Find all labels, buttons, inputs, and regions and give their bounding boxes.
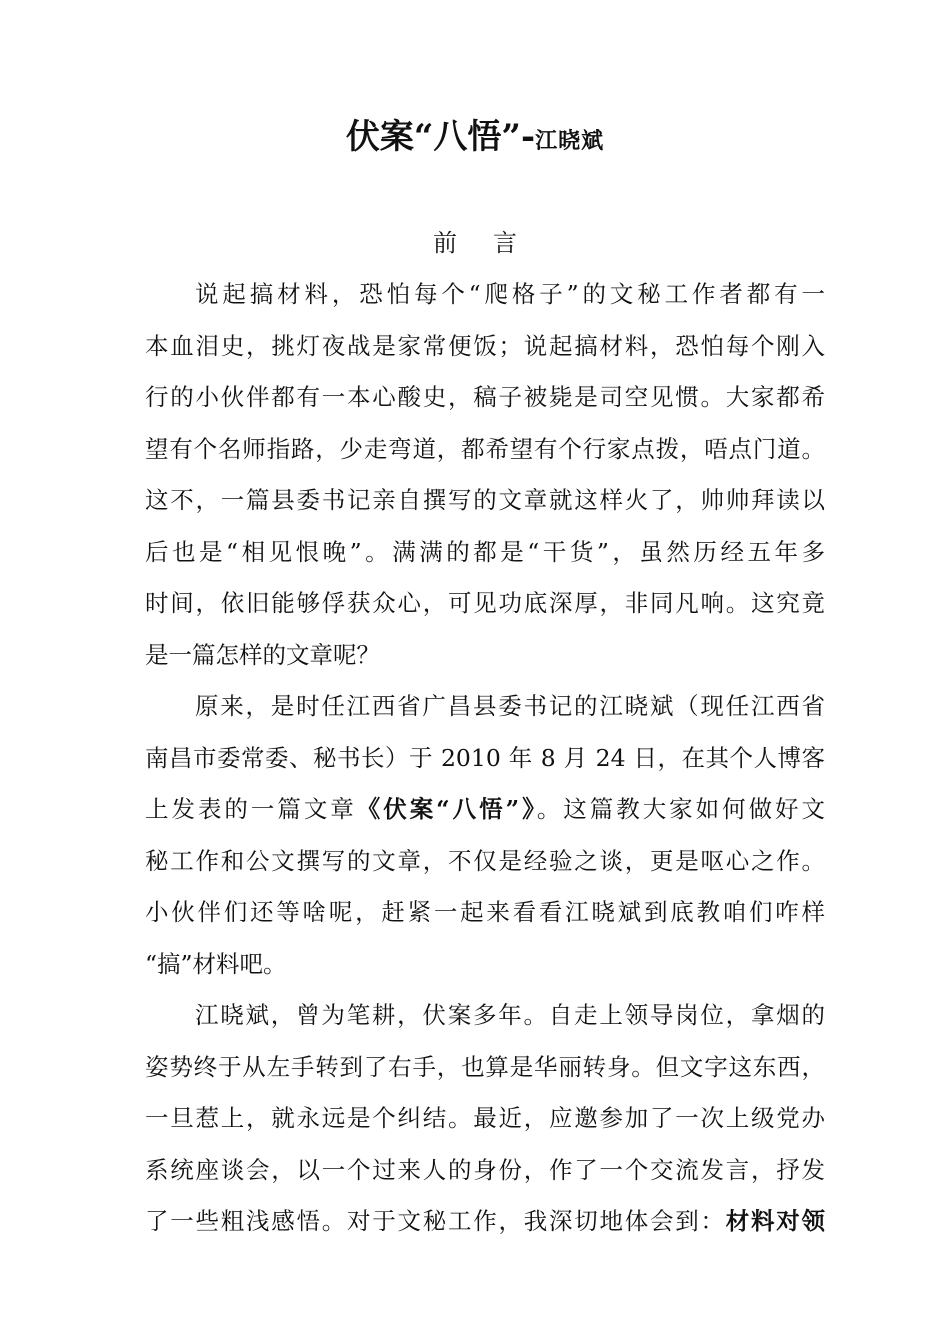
paragraph-line: 时间，依旧能够俘获众心，可见功底深厚，非同凡响。这究竟 — [145, 589, 825, 617]
paragraph-line: 江晓斌，曾为笔耕，伏案多年。自走上领导岗位，拿烟的 — [195, 1001, 825, 1029]
heading-char-2: 言 — [493, 229, 517, 257]
line-text: 上发表的一篇文章 — [145, 795, 357, 823]
paragraph-line: 一旦惹上，就永远是个纠结。最近，应邀参加了一次上级党办 — [145, 1104, 825, 1132]
paragraph-line: 系统座谈会，以一个过来人的身份，作了一个交流发言，抒发 — [145, 1155, 825, 1184]
title-main: 伏案“八悟” — [345, 117, 521, 157]
paragraph-line: 望有个名师指路，少走弯道，都希望有个行家点拨，唔点门道。 — [145, 434, 825, 463]
title-dash: - — [520, 117, 536, 157]
paragraph-line: 行的小伙伴都有一本心酸史，稿子被毙是司空见惯。大家都希 — [145, 383, 825, 411]
paragraph-line — [145, 784, 825, 836]
heading-char-1: 前 — [433, 229, 457, 257]
paragraph-line: 本血泪史，挑灯夜战是家常便饭；说起搞材料，恐怕每个刚入 — [145, 331, 825, 360]
line-text: 。这篇教大家如何做好文 — [536, 795, 825, 823]
paragraph-line: 姿势终于从左手转到了右手，也算是华丽转身。但文字这东西， — [145, 1052, 825, 1081]
document-body — [145, 269, 825, 1248]
paragraph-line: “搞”材料吧。 — [145, 949, 287, 978]
paragraph-line: 后也是“相见恨晚”。满满的都是“干货”，虽然历经五年多 — [145, 537, 825, 566]
section-heading — [0, 223, 950, 263]
paragraph-line: 说起搞材料，恐怕每个“爬格子”的文秘工作者都有一 — [195, 280, 825, 308]
paragraph-line: 秘工作和公文撰写的文章，不仅是经验之谈，更是呕心之作。 — [145, 846, 825, 875]
article-title-reference: 《伏案“八悟”》 — [356, 795, 537, 823]
paragraph-3 — [145, 990, 825, 1248]
document-title — [0, 112, 950, 166]
bold-phrase: 材料对领 — [725, 1207, 825, 1235]
paragraph-line: 这不，一篇县委书记亲自撰写的文章就这样火了，帅帅拜读以 — [145, 486, 825, 514]
line-text: 了一些粗浅感悟。对于文秘工作，我深切地体会到： — [145, 1207, 726, 1235]
paragraph-line: 小伙伴们还等啥呢，赶紧一起来看看江晓斌到底教咱们咋样 — [145, 898, 825, 926]
paragraph-line: 原来，是时任江西省广昌县委书记的江晓斌（现任江西省 — [195, 692, 825, 720]
paragraph-line: 南昌市委常委、秘书长）于 2010 年 8 月 24 日，在其个人博客 — [145, 743, 825, 772]
title-author: 江晓斌 — [535, 128, 605, 154]
paragraph-1 — [145, 269, 825, 681]
paragraph-2 — [145, 681, 825, 990]
paragraph-line — [145, 1196, 825, 1248]
paragraph-line: 是一篇怎样的文章呢？ — [145, 640, 380, 669]
